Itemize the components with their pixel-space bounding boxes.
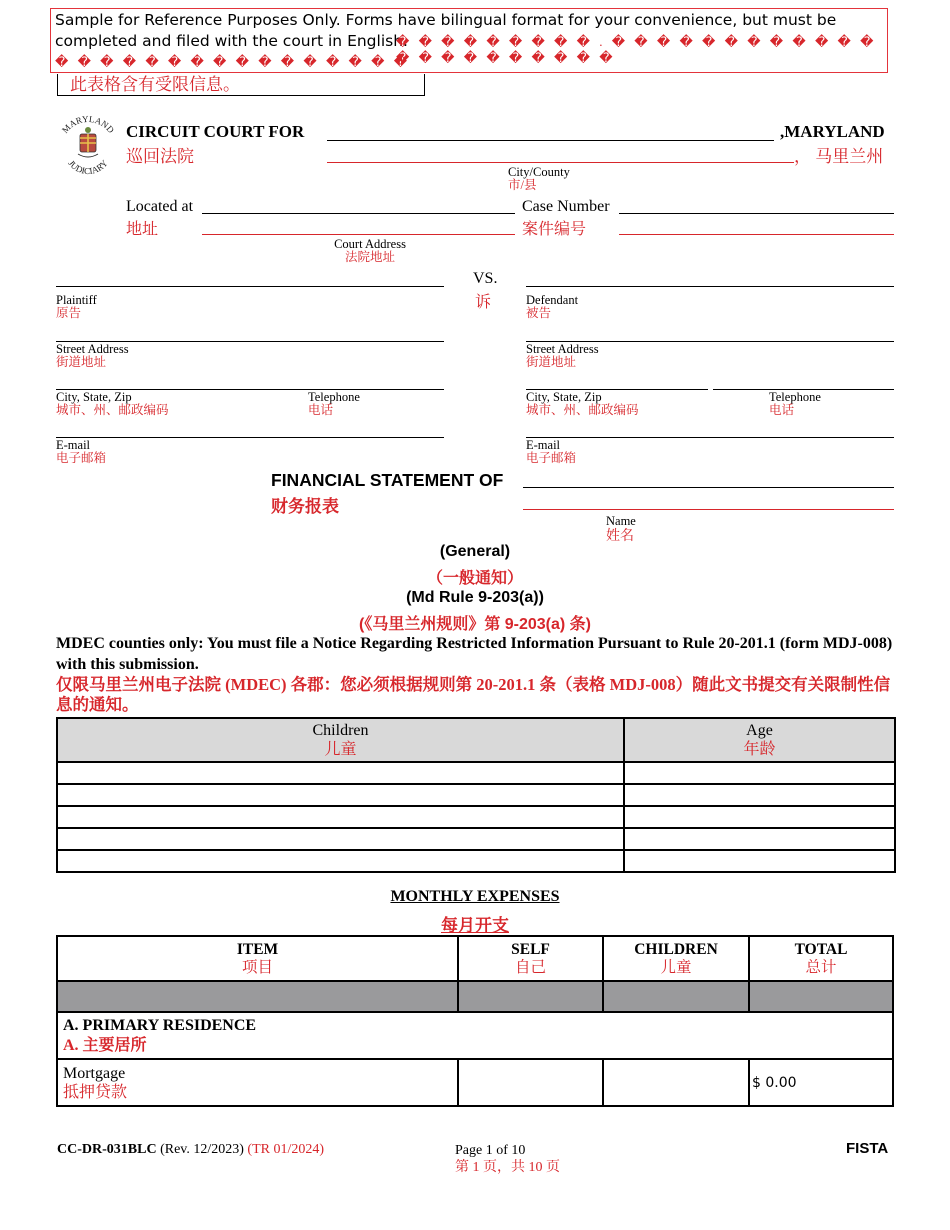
- child-name-cell[interactable]: [57, 828, 624, 850]
- child-name-cell[interactable]: [57, 784, 624, 806]
- plaintiff-email-caption-zh: 电子邮箱: [56, 451, 107, 465]
- item-header-label: ITEM: [236, 940, 279, 958]
- mortgage-label: Mortgage: [63, 1064, 126, 1082]
- form-id-footer: [57, 1142, 324, 1158]
- maryland-label: ,MARYLAND: [780, 122, 885, 141]
- monthly-expenses-title: MONTHLY EXPENSES: [390, 888, 560, 905]
- children-header-label-zh: 儿童: [324, 741, 357, 758]
- seal-top-text: MARYLAND: [59, 113, 117, 136]
- child-name-cell[interactable]: [57, 850, 624, 872]
- case-number-label-zh: 案件编号: [522, 221, 587, 238]
- located-at-label: Located at: [126, 198, 194, 215]
- mdec-notice-zh: 仅限马里兰州电子法院 (MDEC) 各郡：您必须根据规则第 20-201.1 条（表格 MDJ-008）随此文书提交有关限制性信息的通知。: [56, 675, 891, 714]
- versus-label-zh: 诉: [475, 294, 492, 311]
- circuit-court-label: CIRCUIT COURT FOR: [126, 122, 305, 141]
- plaintiff-email-caption: E-mail: [56, 438, 91, 452]
- children-col-header-label: CHILDREN: [634, 940, 718, 958]
- court-county-field[interactable]: [327, 140, 774, 141]
- court-address-caption-zh: 法院地址: [344, 250, 395, 264]
- plaintiff-caption-zh: 原告: [56, 306, 82, 320]
- form-translation-revision: (TR 01/2024): [243, 1142, 325, 1157]
- child-age-cell[interactable]: [624, 762, 895, 784]
- form-code: FISTA: [846, 1140, 889, 1157]
- versus-label: VS.: [473, 270, 498, 287]
- form-id: CC-DR-031BLC: [57, 1142, 157, 1157]
- located-at-label-zh: 地址: [126, 221, 159, 238]
- defendant-email-field[interactable]: [526, 437, 894, 438]
- rule-label-zh: (《马里兰州规则》第 9-203(a) 条): [358, 616, 592, 633]
- self-header-label: SELF: [511, 940, 550, 958]
- notice-garbled-line2: � � � � � � � � � � � � � � � �: [55, 54, 411, 69]
- total-header-label: TOTAL: [794, 940, 848, 958]
- children-table: [56, 717, 896, 873]
- maryland-judiciary-seal: [56, 110, 120, 182]
- self-header: [458, 936, 603, 981]
- court-address-field[interactable]: [202, 213, 515, 214]
- defendant-phone-caption-zh: 电话: [769, 403, 795, 417]
- primary-residence-section: [57, 1012, 893, 1059]
- mortgage-label-zh: 抵押贷款: [63, 1083, 128, 1101]
- city-county-caption-zh: 市/县: [508, 178, 537, 192]
- notice-garbled-line1: � � � � � � � � � . � � � � � � � � � � � � � � � � � � � � � �: [396, 34, 877, 65]
- primary-residence-label-zh: A. 主要居所: [63, 1036, 147, 1054]
- general-label: (General): [439, 543, 511, 560]
- item-header-label-zh: 项目: [241, 958, 273, 976]
- item-header: [57, 936, 458, 981]
- defendant-city-caption: City, State, Zip: [526, 390, 602, 404]
- child-name-cell[interactable]: [57, 762, 624, 784]
- defendant-email-caption: E-mail: [526, 438, 561, 452]
- gray-spacer-cell: [458, 981, 603, 1012]
- notice-english: Sample for Reference Purposes Only. Forms have bilingual format for your convenience, but must be completed and filed with the court in English.: [55, 11, 837, 50]
- age-header: [624, 718, 895, 762]
- child-age-cell[interactable]: [624, 806, 895, 828]
- total-header-label-zh: 总计: [805, 958, 837, 976]
- primary-residence-label: A. PRIMARY RESIDENCE: [63, 1016, 257, 1034]
- plaintiff-street-caption-zh: 街道地址: [56, 355, 107, 369]
- restricted-info-notice: 此表格含有受限信息。: [57, 74, 425, 96]
- mortgage-label-cell: [57, 1059, 458, 1106]
- reference-notice: [50, 8, 888, 73]
- seal-bottom-text: JUDICIARY: [66, 158, 110, 177]
- defendant-phone-caption: Telephone: [769, 390, 821, 404]
- age-header-label-zh: 年龄: [743, 741, 776, 758]
- name-caption: Name: [606, 514, 636, 528]
- defendant-name-field[interactable]: [526, 286, 894, 287]
- plaintiff-phone-caption: Telephone: [308, 390, 360, 404]
- children-header: [57, 718, 624, 762]
- name-caption-zh: 姓名: [606, 529, 634, 544]
- plaintiff-street-caption: Street Address: [56, 342, 129, 356]
- page-number-label: Page 1 of 10: [455, 1143, 526, 1158]
- gray-spacer-cell: [603, 981, 749, 1012]
- general-label-zh: （一般通知）: [426, 570, 523, 587]
- monthly-expenses-title-zh: 每月开支: [441, 916, 509, 935]
- defendant-city-caption-zh: 城市、州、邮政编码: [526, 403, 639, 417]
- children-header-label: Children: [312, 722, 369, 739]
- children-col-header-label-zh: 儿童: [660, 958, 692, 976]
- plaintiff-email-field[interactable]: [56, 437, 444, 438]
- defendant-caption: Defendant: [526, 293, 579, 307]
- form-revision: (Rev. 12/2023): [156, 1142, 244, 1157]
- gray-spacer-cell: [749, 981, 893, 1012]
- mortgage-self-cell[interactable]: [458, 1059, 603, 1106]
- case-number-label: Case Number: [522, 198, 610, 215]
- statement-name-field[interactable]: [523, 487, 894, 488]
- statement-title-zh: 财务报表: [271, 497, 339, 516]
- plaintiff-phone-caption-zh: 电话: [308, 403, 334, 417]
- children-col-header: [603, 936, 749, 981]
- rule-label: (Md Rule 9-203(a)): [406, 589, 544, 606]
- child-age-cell[interactable]: [624, 850, 895, 872]
- mortgage-total-cell: $ 0.00: [749, 1059, 893, 1106]
- circuit-court-label-zh: 巡回法院: [126, 147, 194, 166]
- page-number-label-zh: 第 1 页，共 10 页: [455, 1160, 560, 1175]
- expenses-table: [56, 935, 894, 1107]
- defendant-caption-zh: 被告: [526, 306, 552, 320]
- court-address-caption: Court Address: [334, 237, 406, 251]
- total-header: [749, 936, 893, 981]
- case-number-field[interactable]: [619, 213, 894, 214]
- gray-spacer-cell: [57, 981, 458, 1012]
- page-number: [455, 1142, 560, 1176]
- mortgage-children-cell[interactable]: [603, 1059, 749, 1106]
- plaintiff-caption: Plaintiff: [56, 293, 97, 307]
- plaintiff-name-field[interactable]: [56, 286, 444, 287]
- defendant-street-caption: Street Address: [526, 342, 599, 356]
- plaintiff-city-caption-zh: 城市、州、邮政编码: [56, 403, 169, 417]
- defendant-street-caption-zh: 街道地址: [526, 355, 577, 369]
- child-age-cell[interactable]: [624, 828, 895, 850]
- mdec-notice: MDEC counties only: You must file a Notice Regarding Restricted Information Pursuant to Rule 20-201.1 (form MDJ-008) with this submission.: [56, 635, 893, 673]
- svg-text:JUDICIARY: [66, 158, 110, 176]
- child-name-cell[interactable]: [57, 806, 624, 828]
- age-header-label: Age: [746, 722, 773, 739]
- maryland-label-zh: ， 马里兰州: [794, 147, 884, 166]
- statement-title: FINANCIAL STATEMENT OF: [271, 470, 504, 490]
- defendant-email-caption-zh: 电子邮箱: [526, 451, 577, 465]
- child-age-cell[interactable]: [624, 784, 895, 806]
- city-county-caption: City/County: [508, 165, 570, 179]
- plaintiff-city-caption: City, State, Zip: [56, 390, 132, 404]
- self-header-label-zh: 自己: [514, 958, 546, 976]
